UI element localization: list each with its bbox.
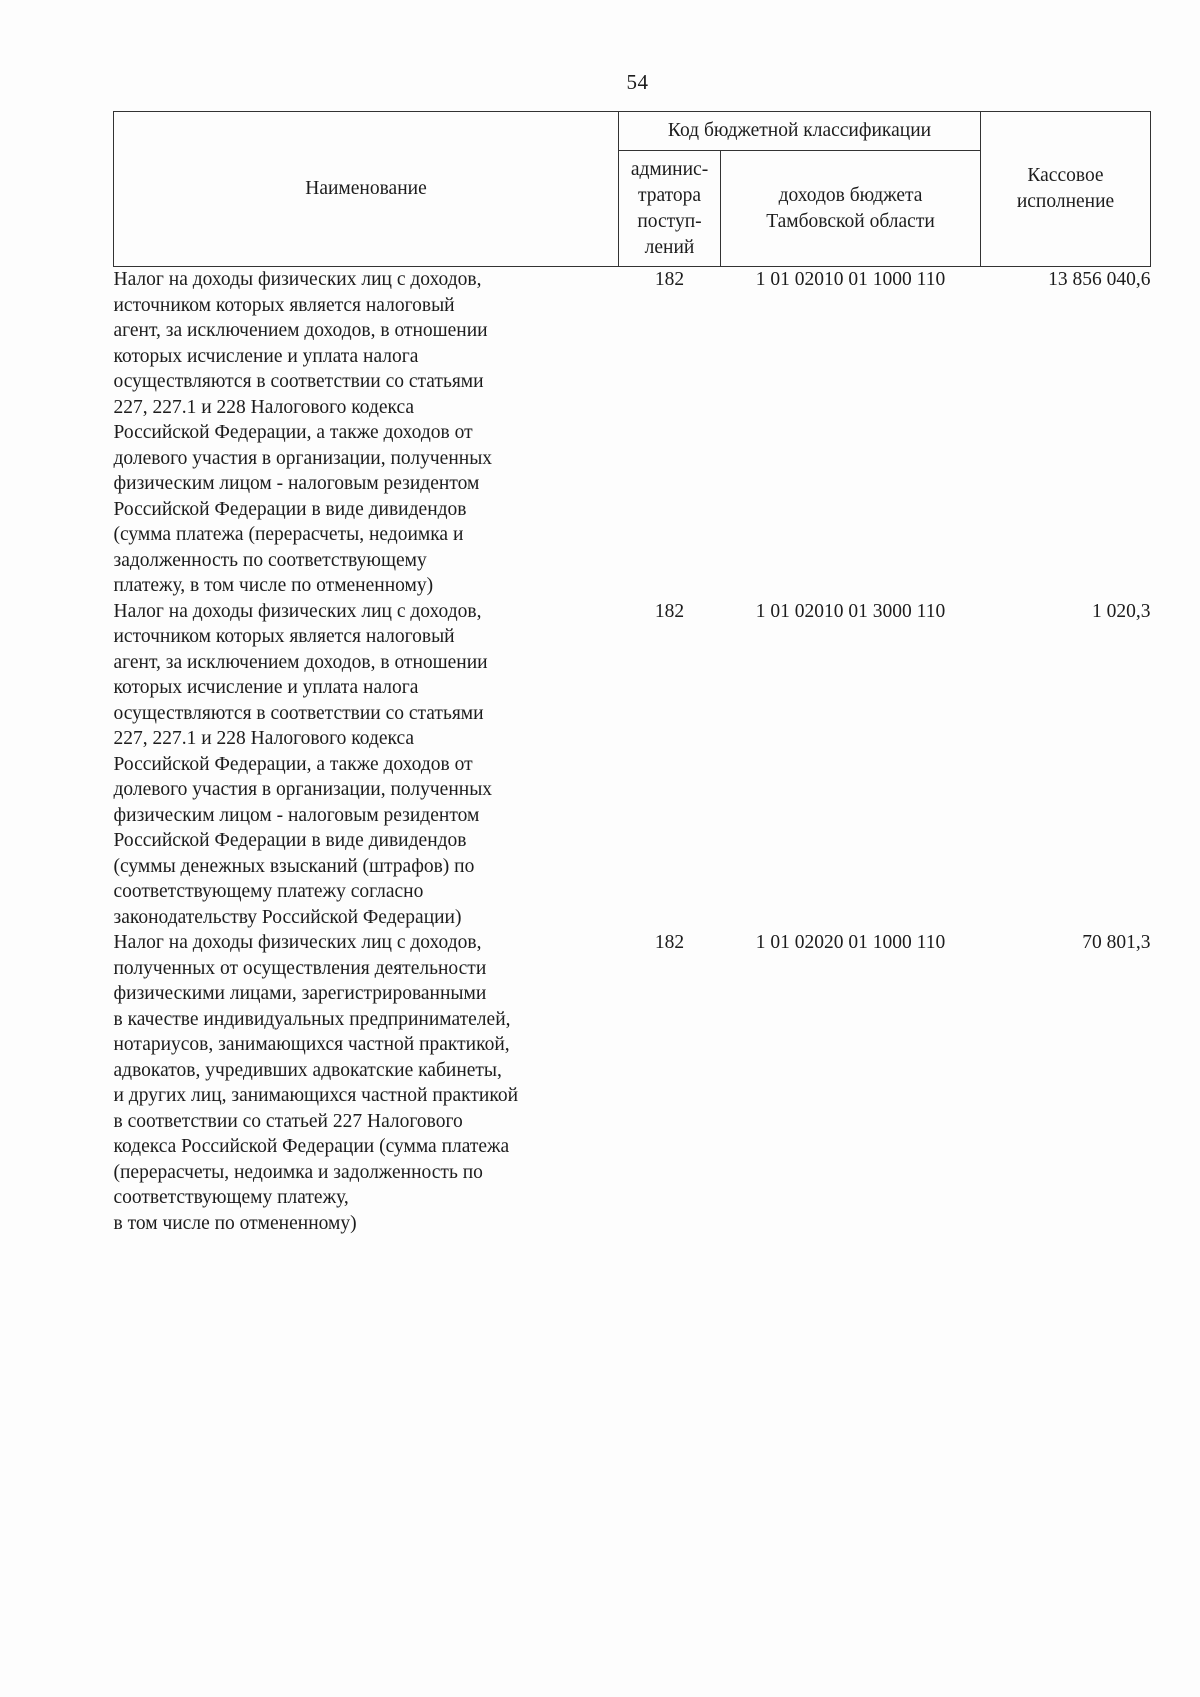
header-code-group: Код бюджетной классификации xyxy=(619,112,981,151)
row-admin-code: 182 xyxy=(654,600,685,622)
header-income-line: Тамбовской области xyxy=(766,210,935,232)
row-name-line: нотариусов, занимающихся частной практикой, xyxy=(113,1034,510,1055)
table-row xyxy=(114,930,1151,1236)
row-name-line: адвокатов, учредивших адвокатские кабинеты, xyxy=(113,1059,502,1081)
header-admin-line: лений xyxy=(644,236,695,258)
row-income-code: 1 01 02010 01 3000 110 xyxy=(755,600,946,622)
row-name-line: задолженность по соответствующему xyxy=(113,549,427,571)
row-name-line: Российской Федерации в виде дивидендов xyxy=(113,498,467,520)
row-name-line: физическими лицами, зарегистрированными xyxy=(113,983,487,1004)
row-name xyxy=(114,267,619,599)
row-name-line: которых исчисление и уплата налога xyxy=(113,345,419,367)
row-name-line: агент, за исключением доходов, в отношении xyxy=(113,320,488,341)
row-name-line: физическим лицом - налоговым резидентом xyxy=(113,804,480,826)
header-execution xyxy=(981,112,1151,267)
row-name-line: соответствующему платежу, xyxy=(113,1187,349,1208)
header-admin xyxy=(619,151,721,267)
row-name-line: кодекса Российской Федерации (сумма платежа xyxy=(113,1136,510,1157)
row-name-line: которых исчисление и уплата налога xyxy=(113,677,419,698)
row-name-line: Налог на доходы физических лиц с доходов, xyxy=(113,269,482,290)
row-name-line: агент, за исключением доходов, в отношении xyxy=(113,651,488,673)
header-execution-line: исполнение xyxy=(1016,191,1115,212)
row-name-line: физическим лицом - налоговым резидентом xyxy=(113,473,480,494)
row-name-line: в том числе по отмененному) xyxy=(113,1212,357,1234)
table-row xyxy=(114,599,1151,931)
header-admin-line: тратора xyxy=(637,184,702,206)
row-name-line: и других лиц, занимающихся частной практикой xyxy=(113,1085,519,1106)
row-name-line: Налог на доходы физических лиц с доходов, xyxy=(113,600,482,622)
row-name-line: долевого участия в организации, полученных xyxy=(113,447,493,469)
row-name-line: источником которых является налоговый xyxy=(113,626,455,647)
row-execution: 1 020,3 xyxy=(1092,600,1151,622)
header-income-line: доходов бюджета xyxy=(778,184,923,206)
header-admin-line: поступ- xyxy=(637,210,702,232)
row-name-line: осуществляются в соответствии со статьями xyxy=(113,702,484,724)
row-name-line: долевого участия в организации, полученных xyxy=(113,779,493,800)
row-name-line: Налог на доходы физических лиц с доходов, xyxy=(113,932,482,953)
header-income xyxy=(721,151,981,267)
row-name-line: полученных от осуществления деятельности xyxy=(113,957,487,979)
row-name-line: осуществляются в соответствии со статьями xyxy=(113,371,484,392)
row-execution: 13 856 040,6 xyxy=(1048,269,1151,290)
row-name-line: источником которых является налоговый xyxy=(113,294,455,316)
header-name: Наименование xyxy=(114,112,619,267)
row-execution: 70 801,3 xyxy=(1082,932,1151,953)
row-name-line: (перерасчеты, недоимка и задолженность по xyxy=(113,1161,483,1183)
row-admin-code: 182 xyxy=(654,932,685,953)
row-name-line: 227, 227.1 и 228 Налогового кодекса xyxy=(113,728,415,749)
row-name-line: в соответствии со статьей 227 Налогового xyxy=(113,1110,463,1132)
header-execution-line: Кассовое xyxy=(1027,165,1104,186)
row-income-code: 1 01 02010 01 1000 110 xyxy=(755,269,946,290)
row-name-line: Российской Федерации в виде дивидендов xyxy=(113,830,467,851)
row-name-line: (сумма платежа (перерасчеты, недоимка и xyxy=(113,524,464,545)
row-name-line: (суммы денежных взысканий (штрафов) по xyxy=(113,855,475,877)
row-name-line: соответствующему платежу согласно xyxy=(113,881,424,902)
page-number: 54 xyxy=(626,70,649,94)
table-row xyxy=(114,267,1151,599)
row-name-line: 227, 227.1 и 228 Налогового кодекса xyxy=(113,396,415,418)
row-name-line: законодательству Российской Федерации) xyxy=(113,906,462,928)
row-name-line: платежу, в том числе по отмененному) xyxy=(113,575,434,596)
budget-revenue-table xyxy=(113,111,1151,1236)
row-name-line: Российской Федерации, а также доходов от xyxy=(113,422,473,443)
row-name xyxy=(114,599,619,931)
row-name-line: в качестве индивидуальных предпринимателей, xyxy=(113,1008,511,1030)
row-admin-code: 182 xyxy=(654,269,685,290)
row-income-code: 1 01 02020 01 1000 110 xyxy=(755,932,946,953)
header-admin-line: админис- xyxy=(630,158,709,180)
row-name-line: Российской Федерации, а также доходов от xyxy=(113,753,473,775)
row-name xyxy=(114,930,619,1236)
